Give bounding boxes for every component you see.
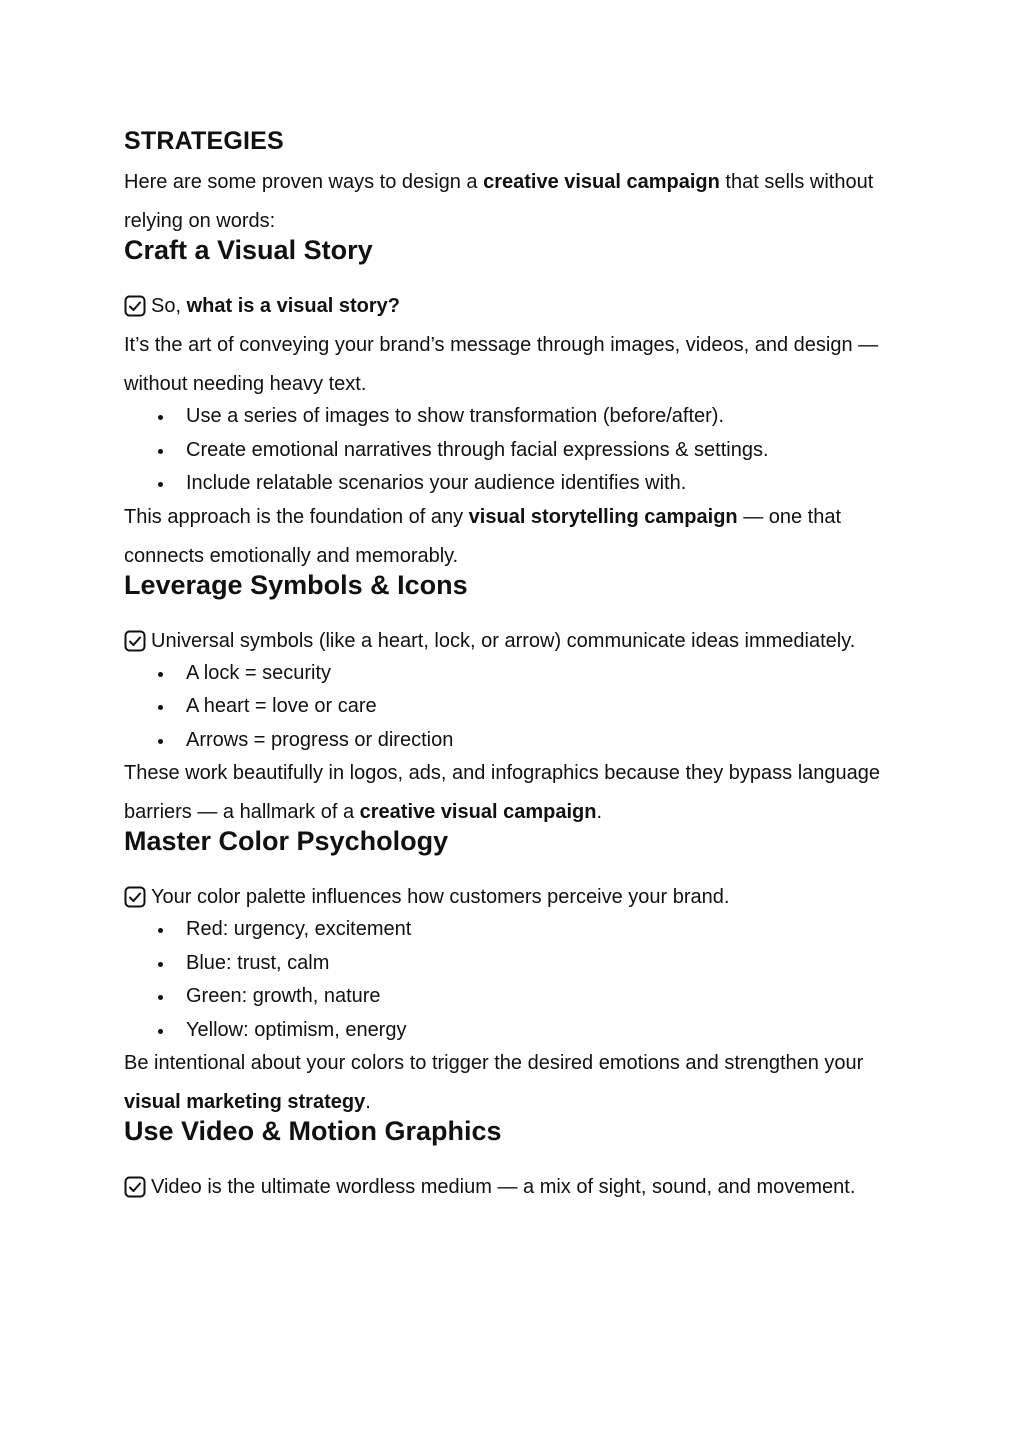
list-item: Green: growth, nature (186, 980, 914, 1014)
list-item: Yellow: optimism, energy (186, 1014, 914, 1048)
check-line-color (124, 878, 914, 917)
check-text: Universal symbols (like a heart, lock, or arrow) communicate ideas immediately. (151, 629, 856, 652)
intro-text-end: that sells without relying on words: (124, 171, 874, 232)
list-item: A heart = love or care (186, 690, 914, 724)
check-line-video (124, 1168, 914, 1207)
closing-text-end: — one that connects emotionally and memorably. (124, 505, 842, 567)
check-line-symbols (124, 622, 914, 661)
list-item: Use a series of images to show transformation (before/after). (186, 400, 914, 434)
intro-bold: creative visual campaign (483, 171, 720, 193)
check-bold: what is a visual story? (186, 295, 400, 317)
checkbox-checked-icon (124, 630, 146, 652)
section-title-color-psychology: Master Color Psychology (124, 826, 449, 856)
closing-text-end: . (365, 1091, 371, 1113)
list-item: Arrows = progress or direction (186, 724, 914, 758)
bullet-list (124, 913, 914, 1047)
checkbox-checked-icon (124, 295, 146, 317)
section-title-visual-story: Craft a Visual Story (124, 235, 373, 265)
closing-paragraph (124, 754, 914, 832)
check-line-visual-story (124, 287, 914, 326)
closing-text: These work beautifully in logos, ads, and infographics because they bypass language barriers — a hallmark of a (124, 762, 881, 823)
list-item: Red: urgency, excitement (186, 913, 914, 947)
check-text: So, (151, 295, 187, 317)
bullet-list (124, 400, 914, 501)
closing-bold: visual marketing strategy (124, 1091, 366, 1113)
list-item: A lock = security (186, 657, 914, 691)
checkbox-checked-icon (124, 1176, 146, 1198)
closing-paragraph (124, 498, 914, 576)
page-title: STRATEGIES (124, 127, 284, 155)
checkbox-checked-icon (124, 886, 146, 908)
closing-text: This approach is the foundation of any (124, 505, 469, 528)
section-title-video-motion: Use Video & Motion Graphics (124, 1116, 502, 1146)
list-item: Include relatable scenarios your audience identifies with. (186, 467, 914, 501)
list-item: Blue: trust, calm (186, 947, 914, 981)
check-text: Your color palette influences how customers perceive your brand. (151, 886, 730, 908)
list-item: Create emotional narratives through facial expressions & settings. (186, 434, 914, 468)
closing-bold: creative visual campaign (359, 801, 597, 823)
closing-paragraph (124, 1044, 914, 1122)
closing-text-end: . (596, 801, 602, 823)
document-page (124, 112, 914, 1207)
intro-paragraph (124, 163, 914, 241)
intro-text: Here are some proven ways to design a (124, 171, 484, 193)
check-text: Video is the ultimate wordless medium — a mix of sight, sound, and movement. (151, 1176, 856, 1198)
closing-bold: visual storytelling campaign (468, 505, 738, 528)
closing-text: Be intentional about your colors to trigger the desired emotions and strengthen your (124, 1052, 864, 1074)
section-title-symbols-icons: Leverage Symbols & Icons (124, 569, 468, 600)
bullet-list (124, 657, 914, 758)
section-paragraph: It’s the art of conveying your brand’s message through images, videos, and design — without needing heavy text. (124, 334, 879, 395)
